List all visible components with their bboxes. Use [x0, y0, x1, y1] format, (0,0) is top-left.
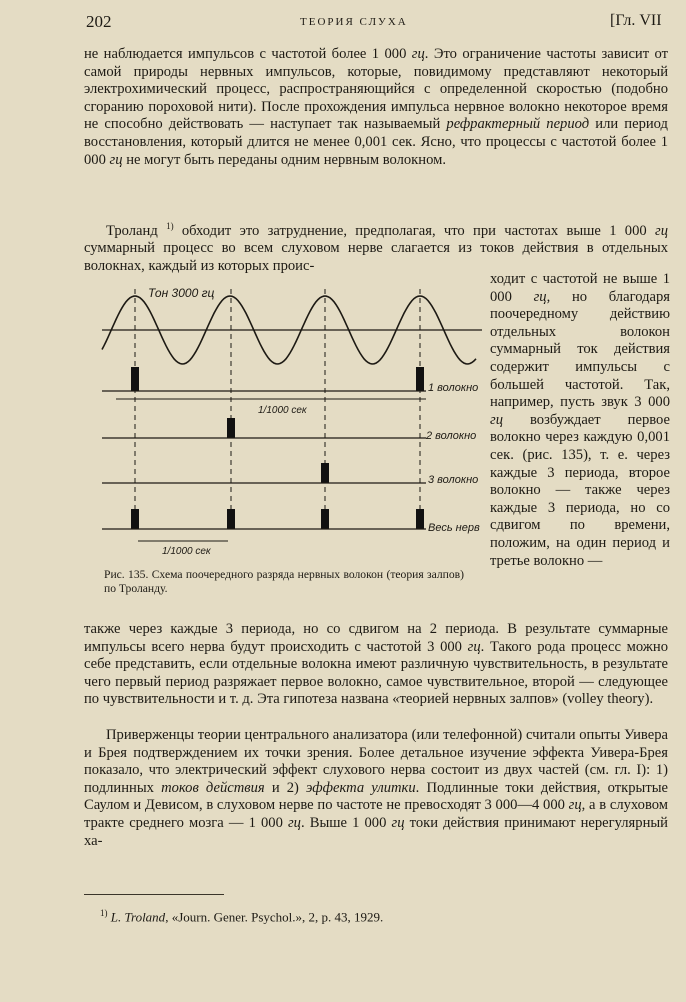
fiber3-label: 3 волокно [428, 474, 479, 486]
figure-caption: Рис. 135. Схема поочередного разряда нервных волокон (теория залпов) по Троланду. [104, 568, 464, 595]
running-title: ТЕОРИЯ СЛУХА [300, 16, 408, 28]
paragraph-4: Приверженцы теории центрального анализатора (или телефонной) считали опыты Уивера и Брея подтверждением их точки зрения. Более детальное изучение эффекта Уивера-Брея показало, что электрический эффект слухового нерва состоит из двух частей (см. гл. I): 1) подлинных токов действия и 2) эффекта улитки. Подлинные токи действия, открытые Саулом и Девисом, в слуховом нерве по частоте не превосходят 3 000—4 000 гц, а в слуховом тракте среднего мозга — 1 000 гц. Выше 1 000 гц токи действия принимают нерегулярный ха- [84, 727, 668, 849]
page-number: 202 [86, 12, 112, 31]
side-column-text: ходит с частотой не выше 1 000 гц, но благодаря поочередному действию отдельных волокон суммарный ток действия содержит импульсы с большей частотой. Так, например, пусть звук 3 000 гц возбуждает первое волокно через каждую 0,001 сек. (рис. 135), т. е. через каждые 3 периода, второе волокно — также через каждые 3 периода, но со сдвигом по времени, положим, на один период и третье волокно — [490, 271, 670, 569]
footnote-author: L. Troland [110, 909, 166, 925]
paragraph-2: Троланд $^{1)}$ обходит это затруднение, предполагая, что при частотах выше 1 000 гц суммарный процесс во всем слуховом нерве слагается из токов действия в отдельных волокнах, каждый из которых проис- [84, 221, 668, 275]
fiber2-label: 2 волокно [426, 430, 477, 442]
paragraph-1: не наблюдается импульсов с частотой более 1 000 гц. Это ограничение частоты зависит от самой природы нервных импульсов, которые, повидимому представляют некоторый электрохимический процесс, распространяющийся с определенной скоростью (подобно сгоранию пороховой нити). После прохождения импульса нервное волокно некоторое время не способно действовать — наступает так называемый рефрактерный период или период восстановления, который длится не менее 0,001 сек. Ясно, что процессы с частотой более 1 000 гц не могут быть переданы одним нервным волокном. [84, 46, 668, 168]
tone-label: Тон 3000 гц [148, 286, 215, 300]
term-cochlear-effect: эффекта улитки [306, 779, 416, 796]
fiber2-impulse [227, 418, 235, 438]
whole-nerve-label: Весь нерв [428, 522, 480, 534]
fiber1-impulse [131, 367, 139, 391]
figure-volley-diagram [96, 275, 482, 575]
footnote-reference: 1) [166, 221, 174, 231]
interval-label: 1/1000 сек [258, 405, 307, 416]
nerve-impulse [131, 509, 139, 529]
nerve-impulse [321, 509, 329, 529]
paragraph-3: также через каждые 3 периода, но со сдвигом на 2 периода. В результате суммарные импульсы всего нерва будут происходить с частотой 3 000 гц. Такого рода процесс можно себе представить, если отдельные волокна имеют различную чувствительность, в результате чего первый период разряжает первое волокно, самое чувствительное, второй — следующее по чувствительности и т. д. Эта гипотеза названа «теорией нервных залпов» (volley theory). [84, 621, 668, 708]
fiber1-impulse [416, 367, 424, 391]
nerve-interval-label: 1/1000 сек [162, 546, 211, 557]
fiber1-label: 1 волокно [428, 382, 479, 394]
nerve-impulse [227, 509, 235, 529]
chapter-marker: [Гл. VII [610, 12, 662, 29]
footnote: $^{1)}$ L. Troland, «Journ. Gener. Psychol.», 2, p. 43, 1929. [100, 908, 384, 925]
fiber3-impulse [321, 463, 329, 483]
page-header [0, 10, 686, 38]
term-action-currents: токов действия [161, 779, 265, 796]
term-refractory-period: рефрактерный период [446, 116, 590, 133]
footnote-divider [84, 894, 224, 895]
nerve-impulse [416, 509, 424, 529]
